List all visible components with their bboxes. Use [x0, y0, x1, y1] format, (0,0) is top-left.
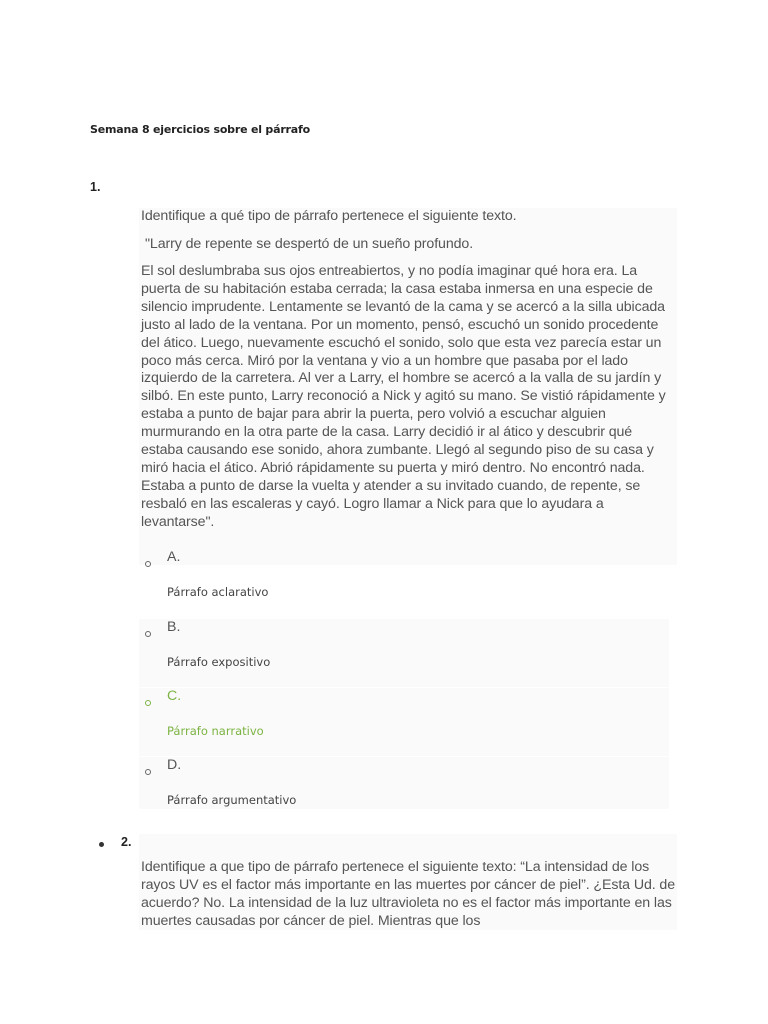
option-d[interactable]: [139, 757, 669, 809]
option-text: Párrafo argumentativo: [167, 793, 297, 807]
question-2-number: 2.: [121, 835, 132, 849]
option-letter: C.: [167, 688, 182, 704]
radio-circle-icon[interactable]: [145, 561, 151, 567]
question-1-prompt: Identifique a qué tipo de párrafo pertenece el siguiente texto.: [141, 208, 517, 224]
question-2-body: [139, 834, 677, 930]
option-text: Párrafo expositivo: [167, 655, 271, 669]
option-letter: B.: [167, 619, 181, 635]
option-text: Párrafo narrativo: [167, 724, 264, 738]
document-title: Semana 8 ejercicios sobre el párrafo: [90, 123, 310, 136]
question-1-number: 1.: [90, 180, 101, 194]
radio-circle-icon[interactable]: [145, 700, 151, 706]
bullet-icon: [99, 842, 104, 847]
question-1-body: [139, 208, 677, 565]
question-1-passage: El sol deslumbraba sus ojos entreabiertos, y no podía imaginar qué hora era. La puerta de su habitación estaba cerrada; la casa estaba inmersa en una especie de silencio imprudente. Lentamente se levantó de la cama y se acercó a la silla ubicada justo al lado de la ventana. Por un momento, pensó, escuchó un sonido procedente del ático. Luego, nuevamente escuchó el sonido, solo que esta vez parecía estar un poco más cerca. Miró por la ventana y vio a un hombre que pasaba por el lado izquierdo de la carretera. Al ver a Larry, el hombre se acercó a la valla de su jardín y silbó. En este punto, Larry reconoció a Nick y agitó su mano. Se vistió rápidamente y estaba a punto de bajar para abrir la puerta, pero volvió a escuchar alguien murmurando en la otra parte de la casa. Larry decidió ir al ático y descubrir qué estaba causando ese sonido, ahora zumbante. Llegó al segundo piso de su casa y miró hacia el ático. Abrió rápidamente su puerta y miró dentro. No encontró nada. Estaba a punto de darse la vuelta y atender a su invitado cuando, de repente, se resbaló en las escaleras y cayó. Logro llamar a Nick para que lo ayudara a levantarse".: [141, 263, 666, 530]
question-2-passage: Identifique a que tipo de párrafo pertenece el siguiente texto: “La intensidad de los rayos UV es el factor más importante en las muertes por cáncer de piel”. ¿Esta Ud. de acuerdo? No. La intensidad de la luz ultravioleta no es el factor más importante en las muertes causadas por cáncer de piel. Mientras que los: [141, 859, 676, 929]
option-letter: A.: [167, 549, 181, 565]
radio-circle-icon[interactable]: [145, 769, 151, 775]
option-letter: D.: [167, 757, 182, 773]
question-1-quote-intro: "Larry de repente se despertó de un sueño profundo.: [145, 236, 474, 252]
option-a[interactable]: [139, 549, 669, 617]
radio-circle-icon[interactable]: [145, 631, 151, 637]
option-c[interactable]: [139, 688, 669, 756]
option-b[interactable]: [139, 619, 669, 687]
option-text: Párrafo aclarativo: [167, 585, 269, 599]
